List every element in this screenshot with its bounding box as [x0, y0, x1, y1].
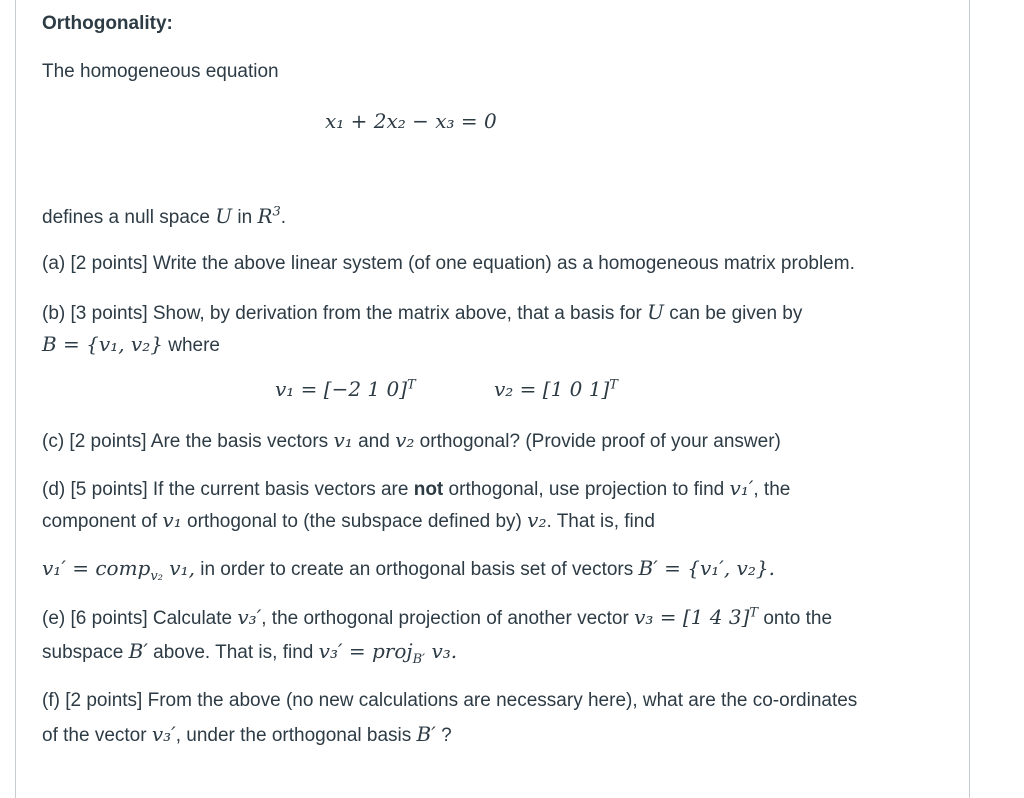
part-f-line-2: of the vector v₃′, under the orthogonal basis B′ ?	[42, 722, 452, 746]
part-d-line-1: (d) [5 points] If the current basis vectors are not orthogonal, use projection to find v₁′, the	[42, 476, 791, 500]
part-f-line-1: (f) [2 points] From the above (no new calculations are necessary here), what are the co-ordinates	[42, 690, 858, 711]
defines-null-space-line: defines a null space U in $R^3$.	[42, 204, 287, 228]
basis-vector-v2: v₂ = [1 0 1]$^T$	[494, 377, 618, 401]
intro-text: The homogeneous equation	[42, 61, 279, 82]
part-d-line-2: component of v₁ orthogonal to (the subspace defined by) v₂. That is, find	[42, 508, 655, 532]
part-c: (c) [2 points] Are the basis vectors v₁ and v₂ orthogonal? (Provide proof of your answer)	[42, 428, 781, 452]
part-b-line-2: B = {v₁, v₂} where	[42, 332, 220, 356]
basis-vector-v1: v₁ = [−2 1 0]$^T$	[275, 377, 416, 401]
part-e-line-2: subspace B′ above. That is, find v₃′ = proj$_{B'}$ v₃.	[42, 639, 458, 667]
part-e-line-1: (e) [6 points] Calculate v₃′, the orthogonal projection of another vector v₃ = [1 4 3]$^T$ onto the	[42, 605, 833, 629]
part-a: (a) [2 points] Write the above linear system (of one equation) as a homogeneous matrix problem.	[42, 253, 855, 274]
part-b-line-1: (b) [3 points] Show, by derivation from the matrix above, that a basis for U can be given by	[42, 300, 803, 324]
homogeneous-equation: x₁ + 2x₂ − x₃ = 0	[325, 109, 497, 133]
section-heading: Orthogonality:	[42, 13, 173, 34]
part-d-line-3: v₁′ = comp$_{v_2}$ v₁, in order to create an orthogonal basis set of vectors B′ = {v₁′, v₂}.	[42, 556, 775, 584]
